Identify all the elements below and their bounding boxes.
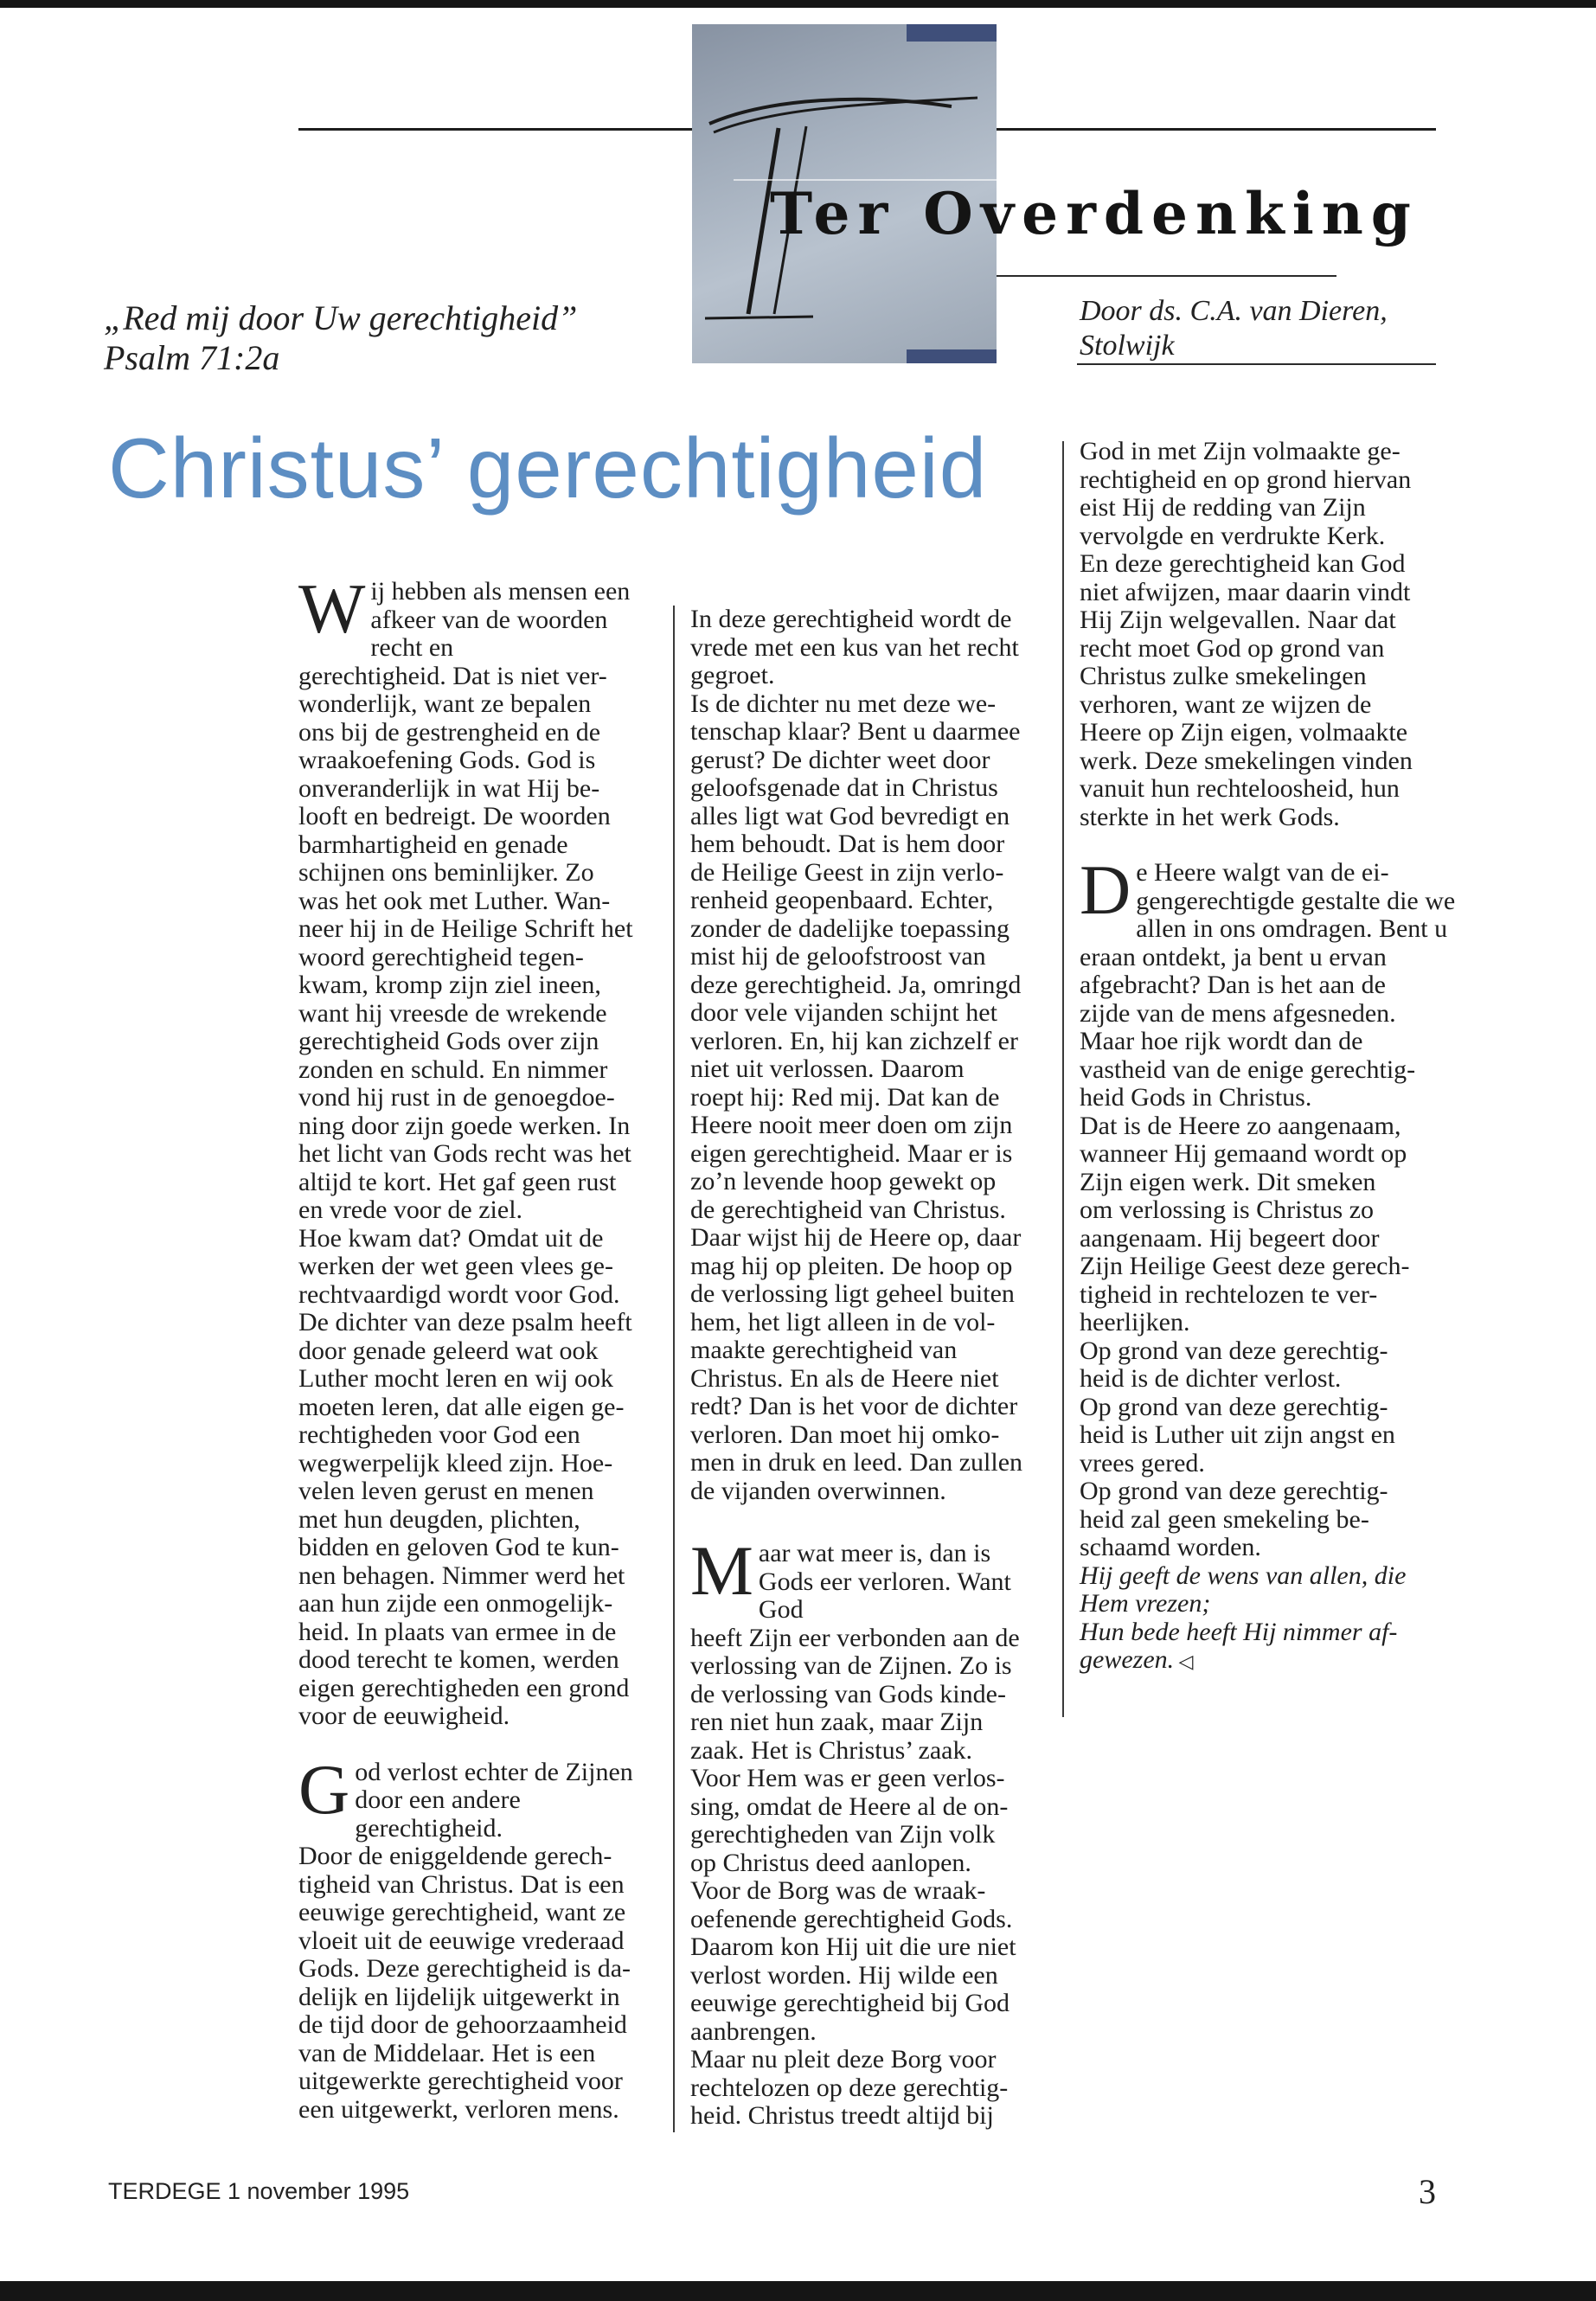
text-line: geloofsgenade dat in Christus [690,773,998,802]
text-line: Heere nooit meer doen om zijn [690,1111,1013,1139]
text-line: aangenaam. Hij begeert door [1080,1223,1380,1253]
column-3 [1080,438,1460,1676]
text-line: zo’n levende hoop gewekt op [690,1167,997,1195]
quote-reference: Psalm 71:2a [104,338,280,377]
text-line: heid zal geen smekeling be- [1080,1504,1369,1534]
author-byline [1080,294,1388,363]
text-line: schijnen ons beminlijker. Zo [298,858,594,887]
text-line: Dat is de Heere zo aangenaam, [1080,1111,1401,1140]
text-line: door een andere gerechtigheid. [355,1785,521,1843]
text-line: de Heilige Geest in zijn verlo- [690,857,1004,887]
text-line: door vele vijanden schijnt het [690,998,997,1027]
text-line: rechtigheden voor God een [298,1420,580,1449]
paragraph-1 [298,569,644,1731]
text-line: oefenende gerechtigheid Gods. [690,1904,1013,1933]
text-line: zonder de dadelijke toepassing [690,913,1010,943]
page-number: 3 [1419,2172,1436,2211]
text-line: eigen gerechtigheid. Maar er is [690,1138,1013,1168]
text-line: barmhartigheid en genade [298,830,568,859]
text-line: mist hij de geloofstroost van [690,942,986,971]
text-line: Zijn Heilige Geest deze gerech- [1080,1252,1410,1280]
text-line: dood terecht te komen, werden [298,1645,619,1674]
paragraph-4 [690,1531,1054,2131]
text-line: vloeit uit de eeuwige vrederaad [298,1926,625,1955]
text-line: tenschap klaar? Bent u daarmee [690,717,1021,746]
text-line: recht moet God op grond van [1080,633,1385,663]
text-line: Voor de Borg was de wraak- [690,1876,986,1905]
text-line: woord gerechtigheid tegen- [298,942,584,971]
text-line: nen behagen. Nimmer werd het [298,1561,625,1590]
text-line: zonden en schuld. En nimmer [298,1054,608,1084]
text-line: maakte gerechtigheid van [690,1336,958,1364]
text-line: om verlossing is Christus zo [1080,1195,1375,1224]
text-line: vond hij rust in de genoegdoe- [298,1083,615,1112]
text-line: vastheid van de enige gerechtig- [1080,1054,1416,1084]
paragraph-5 [1080,438,1460,831]
text-line: aanbrengen. [690,2016,817,2046]
text-line: afgebracht? Dan is het aan de [1080,971,1386,999]
drop-cap-m: M [690,1531,753,1610]
text-line: de tijd door de gehoorzaamheid [298,2010,627,2039]
text-line: met hun deugden, plichten, [298,1504,580,1534]
text-line: tigheid van Christus. Dat is een [298,1869,625,1899]
bottom-border [0,2281,1596,2301]
text-line: rechtigheid en op grond hiervan [1080,465,1412,494]
text-line: niet afwijzen, maar daarin vindt [1080,577,1411,606]
text-line: want hij vreesde de wrekende [298,998,607,1028]
text-line: Gods eer verloren. Want God [758,1567,1011,1624]
text-line: delijk en lijdelijk uitgewerkt in [298,1982,620,2011]
text-line: heid is Luther uit zijn angst en [1080,1420,1395,1449]
text-line: Christus. En als de Heere niet [690,1363,999,1393]
text-line: heid Gods in Christus. [1080,1083,1312,1112]
text-line: men in druk en leed. Dan zullen [690,1448,1023,1477]
text-line: heid. In plaats van ermee in de [298,1617,617,1646]
text-line: Maar nu pleit deze Borg voor [690,2045,997,2073]
text-line: hem behoudt. Dat is hem door [690,830,1005,858]
text-line: gerechtigheid Gods over zijn [298,1027,599,1055]
text-line: sing, omdat de Heere al de on- [690,1791,1009,1821]
text-line: hem, het ligt alleen in de vol- [690,1307,996,1336]
text-line: wonderlijk, want ze bepalen [298,689,592,718]
verse-line: Hun bede heeft Hij nimmer af- [1080,1617,1398,1646]
verse-line: Hij geeft de wens van allen, die [1080,1561,1407,1590]
text-line: sterkte in het werk Gods. [1080,802,1340,831]
text-line: werken der wet geen vlees ge- [298,1252,613,1280]
column-1 [298,569,644,2124]
text-line: tigheid in rechtelozen te ver- [1080,1279,1378,1309]
column-2 [690,606,1054,2131]
text-line: eraan ontdekt, ja bent u ervan [1080,942,1387,971]
paragraph-6 [1080,850,1460,1562]
text-line: Heere op Zijn eigen, volmaakte [1080,718,1408,747]
text-line: heid is de dichter verlost. [1080,1364,1342,1393]
text-line: heerlijken. [1080,1308,1190,1336]
text-line: neer hij in de Heilige Schrift het [298,914,633,943]
column-divider-2 [1062,441,1064,1717]
text-line: God in met Zijn volmaakte ge- [1080,437,1401,465]
text-line: In deze gerechtigheid wordt de [690,605,1012,633]
text-line: niet uit verlossen. Daarom [690,1054,965,1083]
publication-footer: TERDEGE 1 november 1995 [108,2178,410,2204]
text-line: roept hij: Red mij. Dat kan de [690,1082,1000,1112]
text-line: de gerechtigheid van Christus. [690,1195,1006,1224]
text-line: heid. Christus treedt altijd bij [690,2101,994,2130]
text-line: renheid geopenbaard. Echter, [690,886,994,914]
text-line: Daar wijst hij de Heere op, daar [690,1223,1022,1252]
drop-cap-w: W [298,569,366,648]
text-line: od verlost echter de Zijnen [355,1757,633,1786]
text-line: Gods. Deze gerechtigheid is da- [298,1954,631,1983]
top-border [0,0,1596,8]
closing-verse [1080,1562,1460,1676]
text-line: verlossing van de Zijnen. Zo is [690,1651,1012,1680]
text-line: aar wat meer is, dan is [758,1539,991,1567]
text-line: Op grond van deze gerechtig- [1080,1477,1388,1505]
byline-rule [1077,363,1436,365]
text-line: Daarom kon Hij uit die ure niet [690,1932,1016,1961]
text-line: de verlossing van Gods kinde- [690,1679,1006,1708]
logo-letter [692,24,693,25]
text-line: gerust? De dichter weet door [690,745,990,774]
text-line: verloren. Dan moet hij omko- [690,1420,1000,1449]
verse-line: Hem vrezen; [1080,1589,1211,1618]
text-line: afkeer van de woorden recht en [370,605,608,662]
text-line: uitgewerkte gerechtigheid voor [298,2067,623,2095]
article-title: Christus’ gerechtigheid [108,420,988,516]
text-line: eigen gerechtigheden een grond [298,1673,630,1702]
scripture-quote [104,298,577,378]
text-line: ren niet hun zaak, maar Zijn [690,1708,984,1736]
text-line: wanneer Hij gemaand wordt op [1080,1139,1407,1168]
text-line: altijd te kort. Het gaf geen rust [298,1167,617,1196]
author-name: Door ds. C.A. van Dieren, [1080,295,1388,327]
text-line: gengerechtigde gestalte die we [1136,886,1456,915]
text-line: Op grond van deze gerechtig- [1080,1392,1388,1421]
end-mark-icon: ◁ [1174,1650,1194,1672]
text-line: deze gerechtigheid. Ja, omringd [690,970,1022,999]
text-line: mag hij op pleiten. De hoop op [690,1251,1013,1280]
text-line: van de Middelaar. Het is een [298,2038,596,2067]
text-line: vervolgde en verdrukte Kerk. [1080,521,1386,550]
text-line: wegwerpelijk kleed zijn. Hoe- [298,1448,613,1477]
text-line: Luther mocht leren en wij ook [298,1364,614,1393]
author-location: Stolwijk [1080,330,1175,362]
text-line: de vijanden overwinnen. [690,1476,946,1505]
text-line: onveranderlijk in wat Hij be- [298,773,600,803]
text-line: Op grond van deze gerechtig- [1080,1336,1388,1365]
quote-text: „Red mij door Uw gerechtigheid” [104,298,578,337]
text-line: Hoe kwam dat? Omdat uit de [298,1223,604,1253]
text-line: ij hebben als mensen een [370,577,631,606]
text-line: Is de dichter nu met deze we- [690,689,997,718]
drop-cap-g: G [298,1749,350,1829]
text-line: Hij Zijn welgevallen. Naar dat [1080,606,1396,634]
text-line: ons bij de gestrengheid en de [298,717,601,747]
text-line: was het ook met Luther. Wan- [298,886,611,915]
text-line: alles ligt wat God bevredigt en [690,801,1010,830]
text-line: kwam, kromp zijn ziel ineen, [298,971,601,999]
text-line: rechtelozen op deze gerechtig- [690,2073,1009,2102]
text-line: door genade geleerd wat ook [298,1336,599,1365]
text-line: Door de eniggeldende gerech- [298,1842,612,1870]
text-line: redt? Dan is het voor de dichter [690,1392,1018,1420]
text-line: En deze gerechtigheid kan God [1080,549,1406,578]
text-line: looft en bedreigt. De woorden [298,802,611,830]
text-line: bidden en geloven God te kun- [298,1533,619,1561]
text-line: verloren. En, hij kan zichzelf er [690,1026,1018,1055]
paragraph-3 [690,606,1054,1505]
column-divider-1 [673,606,675,2132]
drop-cap-d: D [1080,850,1131,929]
text-line: vrees gered. [1080,1448,1205,1477]
text-line: werk. Deze smekelingen vinden [1080,746,1413,775]
text-line: vanuit hun rechteloosheid, hun [1080,774,1400,803]
text-line: ning door zijn goede werken. In [298,1111,631,1140]
text-line: zijde van de mens afgesneden. [1080,998,1396,1028]
text-line: rechtvaardigd wordt voor God. [298,1279,620,1309]
text-line: voor de eeuwigheid. [298,1702,510,1730]
text-line: aan hun zijde een onmogelijk- [298,1589,613,1618]
text-line: eeuwige gerechtigheid, want ze [298,1898,626,1926]
text-line: gerechtigheden van Zijn volk [690,1820,996,1849]
text-line: op Christus deed aanlopen. [690,1848,971,1877]
text-line: gegroet. [690,661,775,689]
text-line: vrede met een kus van het recht [690,632,1019,662]
text-line: verlost worden. Hij wilde een [690,1960,998,1990]
text-line: eeuwige gerechtigheid bij God [690,1989,1010,2017]
verse-line: gewezen. [1080,1645,1175,1674]
text-line: zaak. Het is Christus’ zaak. [690,1735,973,1765]
text-line: Christus zulke smekelingen [1080,662,1367,690]
text-line: een uitgewerkt, verloren mens. [298,2094,619,2124]
text-line: de verlossing ligt geheel buiten [690,1279,1015,1308]
paragraph-2 [298,1749,644,2125]
text-line: wraakoefening Gods. God is [298,746,596,774]
text-line: gerechtigheid. Dat is niet ver- [298,661,607,690]
text-line: Zijn eigen werk. Dit smeken [1080,1167,1376,1196]
text-line: heeft Zijn eer verbonden aan de [690,1623,1020,1652]
text-line: De dichter van deze psalm heeft [298,1308,632,1336]
text-line: schaamd worden. [1080,1533,1261,1561]
text-line: e Heere walgt van de ei- [1136,858,1389,887]
text-line: allen in ons omdragen. Bent u [1136,914,1448,943]
text-line: en vrede voor de ziel. [298,1195,523,1224]
text-line: velen leven gerust en menen [298,1477,594,1505]
text-line: het licht van Gods recht was het [298,1139,631,1168]
text-line: moeten leren, dat alle eigen ge- [298,1392,625,1421]
text-line: eist Hij de redding van Zijn [1080,493,1366,522]
text-line: verhoren, want ze wijzen de [1080,689,1372,719]
text-line: Maar hoe rijk wordt dan de [1080,1027,1363,1055]
series-title: Ter Overdenking [770,180,1419,247]
text-line: Voor Hem was er geen verlos- [690,1764,1005,1792]
